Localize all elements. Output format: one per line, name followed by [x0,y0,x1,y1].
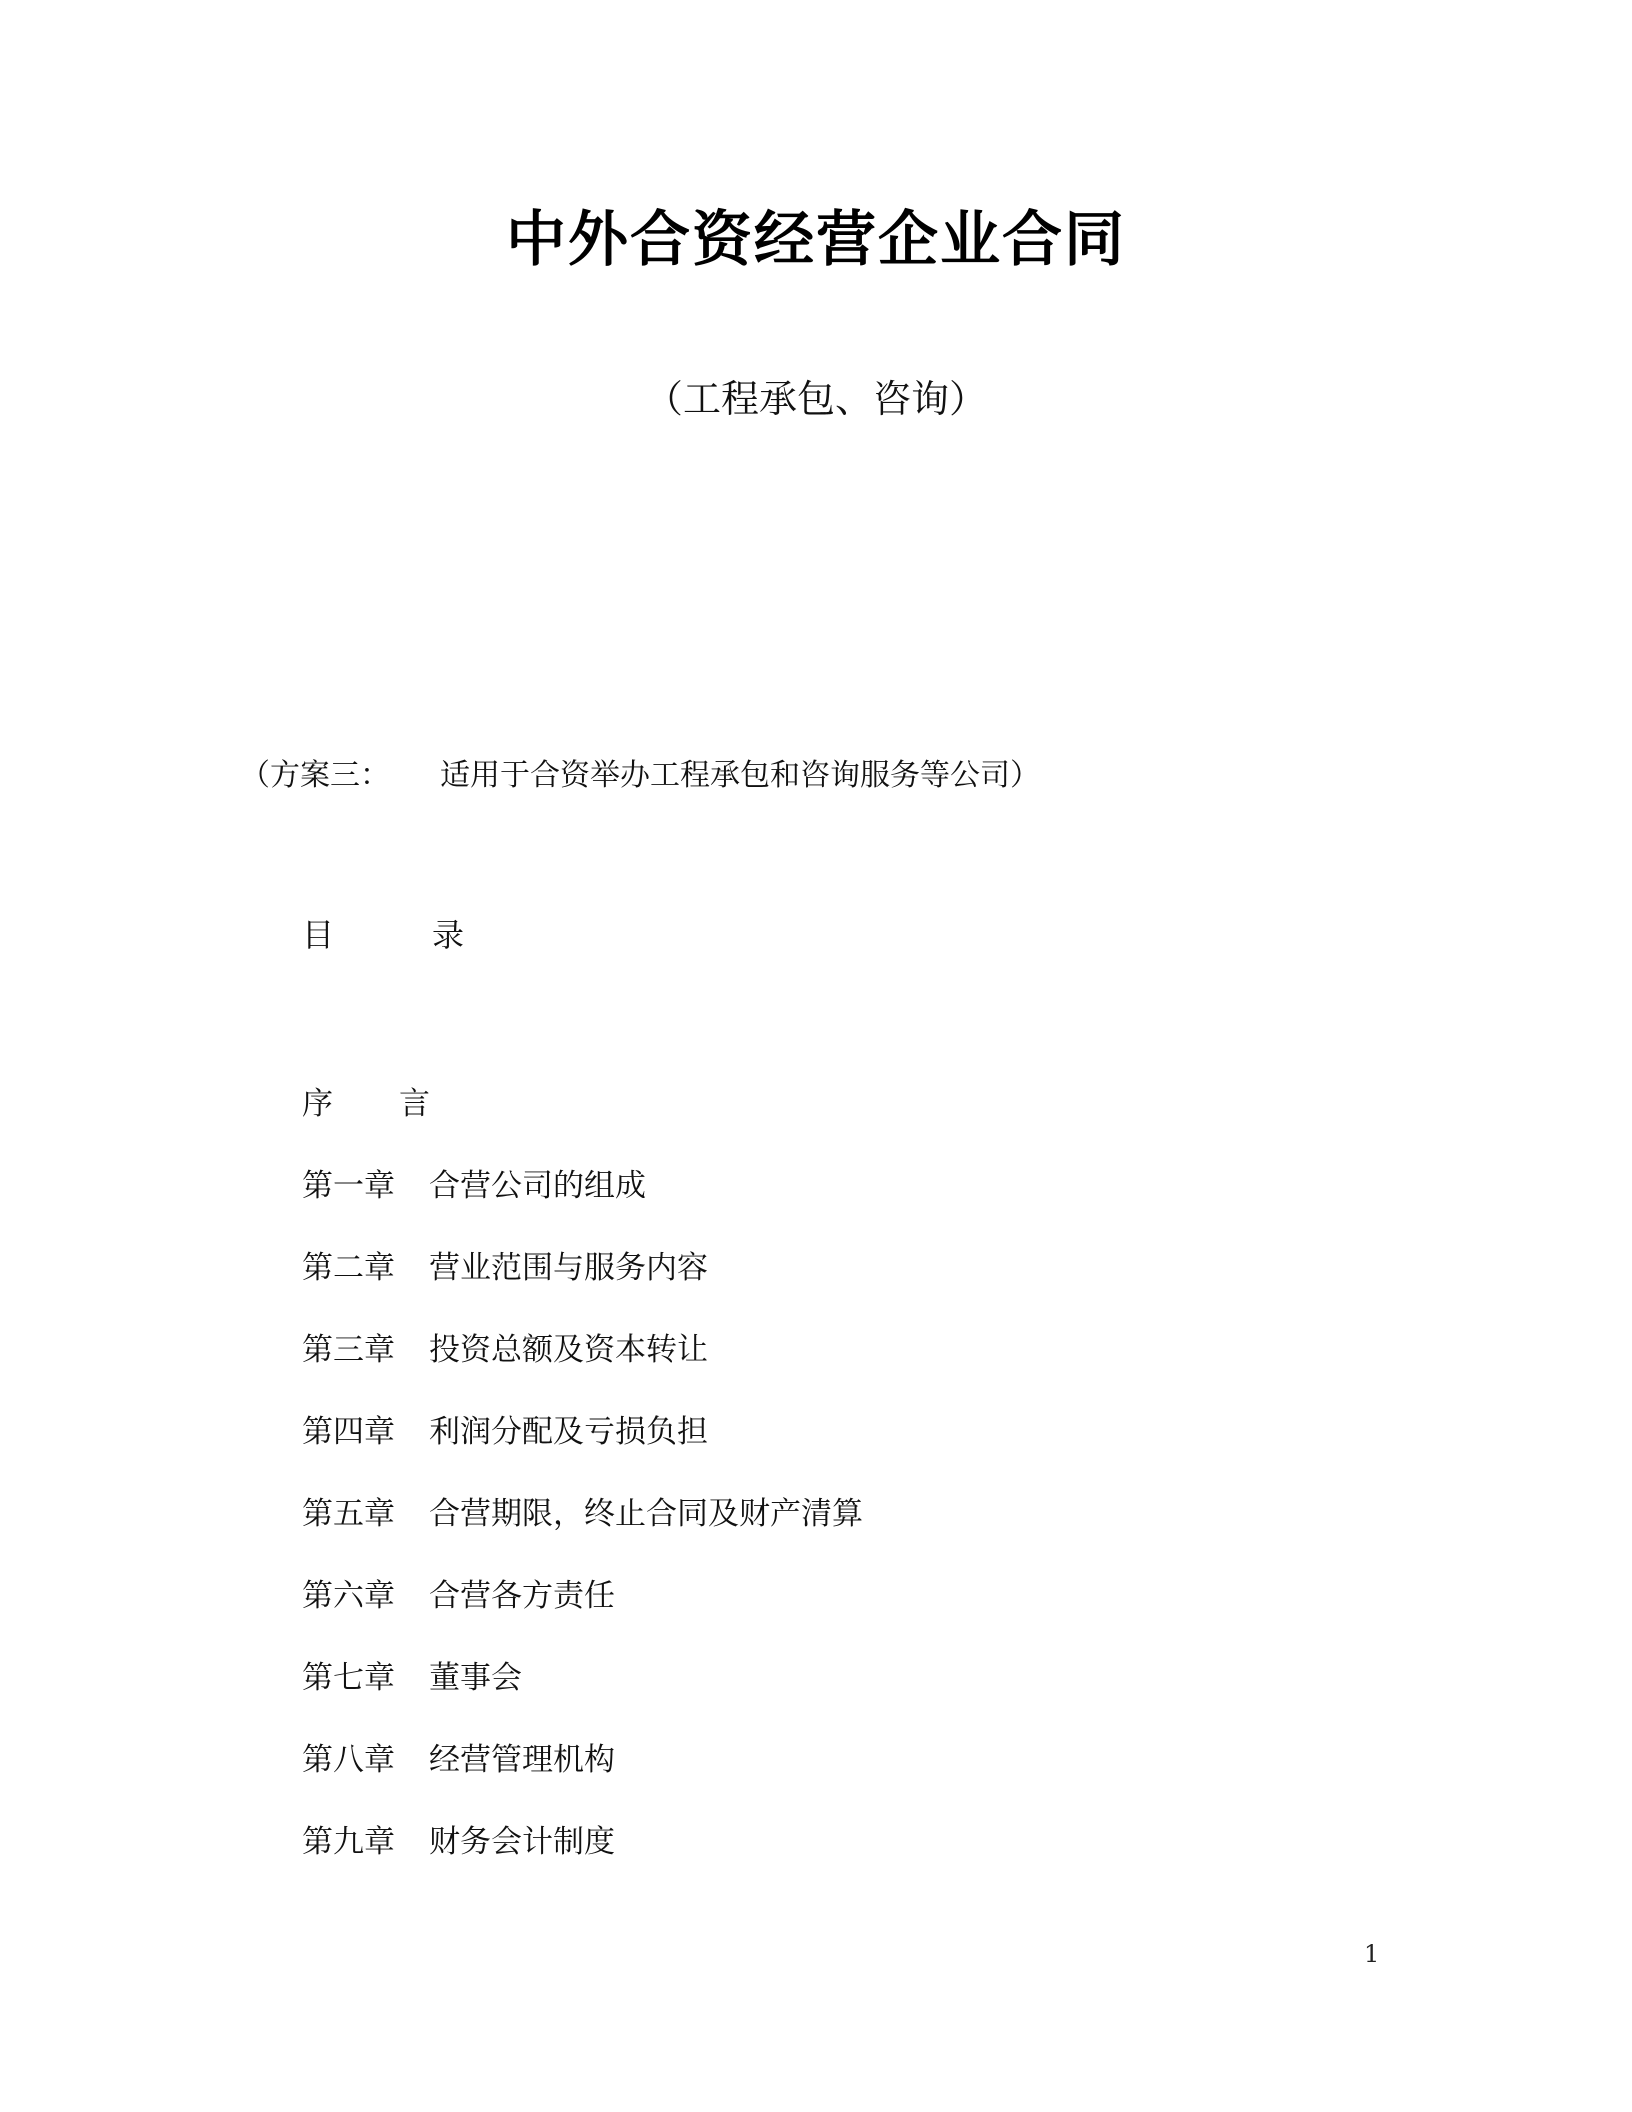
toc-item-chapter-7 [302,1652,863,1734]
toc-item-number: 第八章 [302,1742,395,1778]
scheme-note [240,750,1040,794]
toc-heading-first: 目 [302,916,335,954]
toc-item-title: 合营公司的组成 [429,1168,646,1204]
document-title: 中外合资经营企业合同 [506,205,1126,275]
toc-item-number: 第三章 [302,1332,395,1368]
toc-item-title: 合营期限，终止合同及财产清算 [429,1496,863,1532]
toc-item-title: 投资总额及资本转让 [429,1332,708,1368]
toc-item-title: 营业范围与服务内容 [429,1250,708,1286]
toc-item-number: 第九章 [302,1824,395,1860]
toc-item-preface [302,1078,863,1160]
toc-item-number: 第六章 [302,1578,395,1614]
toc-item-title: 合营各方责任 [429,1578,615,1614]
toc-item-number: 第一章 [302,1168,395,1204]
toc-item-number: 第五章 [302,1496,395,1532]
toc-item-chapter-4 [302,1406,863,1488]
toc-item-chapter-2 [302,1242,863,1324]
scheme-label: （方案三： [240,758,390,793]
toc-item-chapter-3 [302,1324,863,1406]
toc-item-number: 第四章 [302,1414,395,1450]
table-of-contents [302,1078,863,1898]
toc-item-chapter-5 [302,1488,863,1570]
toc-item-chapter-1 [302,1160,863,1242]
page-number: 1 [1364,1940,1380,1968]
toc-item-title: 言 [399,1086,430,1122]
toc-item-title: 董事会 [429,1660,522,1696]
document-subtitle: （工程承包、咨询） [644,377,987,421]
toc-item-chapter-8 [302,1734,863,1816]
toc-item-number: 序 [302,1086,333,1122]
toc-item-chapter-9 [302,1816,863,1898]
toc-item-title: 利润分配及亏损负担 [429,1414,708,1450]
toc-heading-second: 录 [432,916,465,954]
toc-item-title: 财务会计制度 [429,1824,615,1860]
toc-item-chapter-6 [302,1570,863,1652]
toc-item-title: 经营管理机构 [429,1742,615,1778]
scheme-text: 适用于合资举办工程承包和咨询服务等公司） [440,758,1040,793]
toc-item-number: 第二章 [302,1250,395,1286]
toc-heading [302,910,464,956]
toc-item-number: 第七章 [302,1660,395,1696]
